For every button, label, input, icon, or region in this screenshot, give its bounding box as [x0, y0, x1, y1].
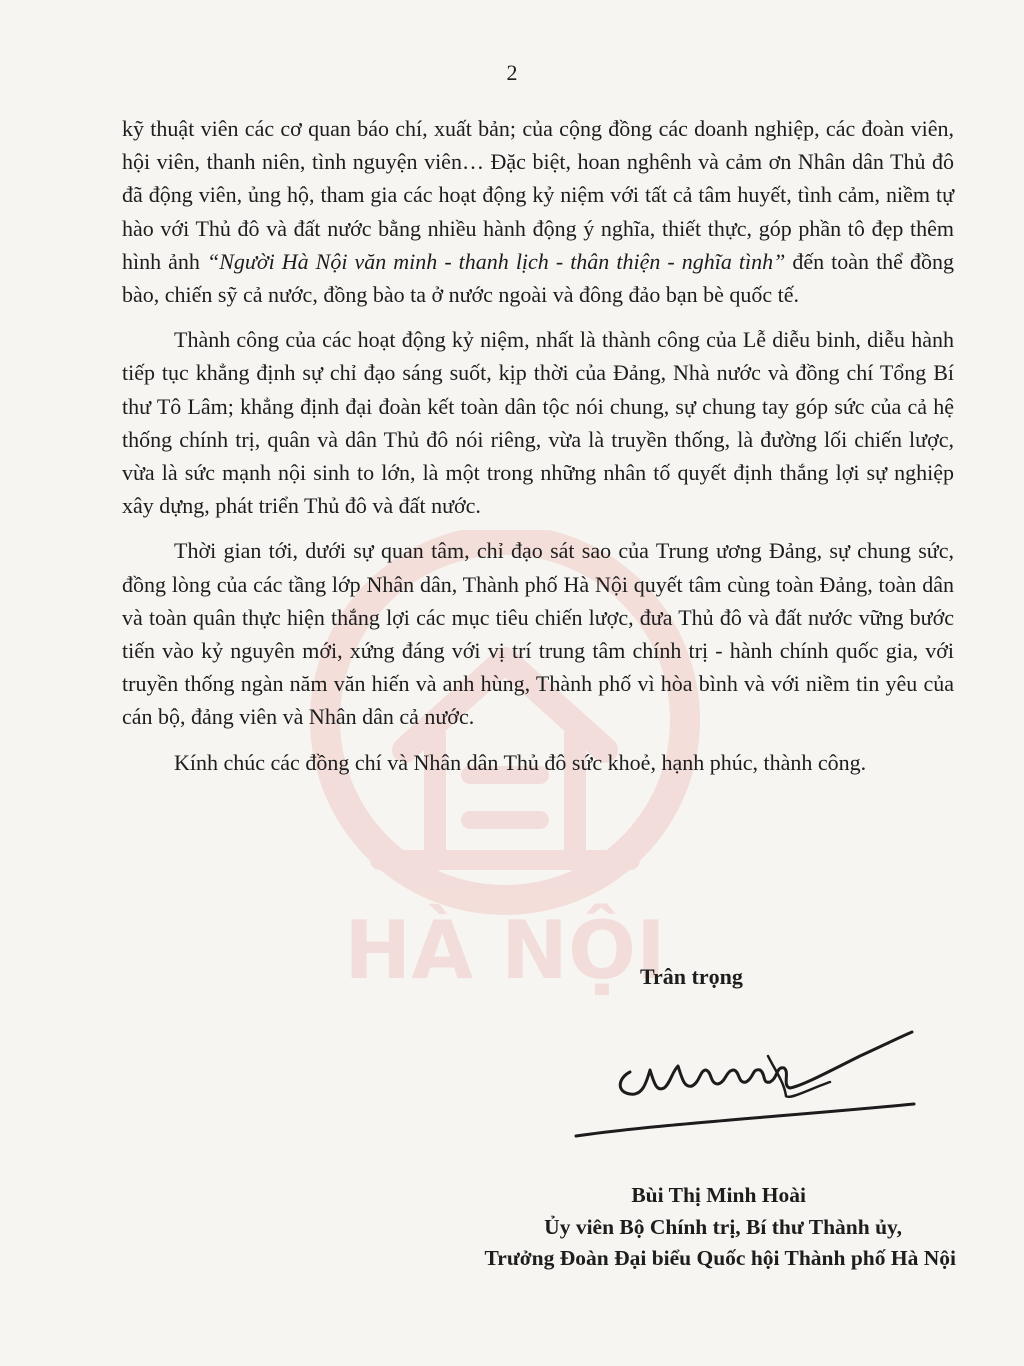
svg-text:HÀ NỘI: HÀ NỘI — [344, 904, 666, 997]
paragraph-text: kỹ thuật viên các cơ quan báo chí, xuất bản; của cộng đồng các doanh nghiệp, các đoàn viên, hội viên, thanh niên, tình nguyện viên… Đặc biệt, hoan nghênh và cảm ơn Nhân dân Thủ đô đã động viên, ủng hộ, tham gia các hoạt động kỷ niệm với tất cả tâm huyết, tình cảm, niềm tự hào với Thủ đô và đất nước bằng nhiều hành động ý nghĩa, thiết thực, góp phần tô đẹp thêm hình ảnh — [122, 116, 954, 274]
signer-block — [316, 1180, 956, 1275]
paragraph-4 — [122, 746, 954, 779]
paragraph-1 — [122, 112, 954, 311]
quoted-slogan: “Người Hà Nội văn minh - thanh lịch - thân thiện - nghĩa tình” — [206, 248, 786, 274]
paragraph-text: Thời gian tới, dưới sự quan tâm, chỉ đạo sát sao của Trung ương Đảng, sự chung sức, đồng lòng của các tầng lớp Nhân dân, Thành phố Hà Nội quyết tâm cùng toàn Đảng, toàn dân và toàn quân thực hiện thắng lợi các mục tiêu chiến lược, đưa Thủ đô và đất nước vững bước tiến vào kỷ nguyên mới, xứng đáng với vị trí trung tâm chính trị - hành chính quốc gia, với truyền thống ngàn năm văn hiến và anh hùng, Thành phố vì hòa bình và với niềm tin yêu của cán bộ, đảng viên và Nhân dân cả nước. — [122, 538, 954, 730]
signer-name: Bùi Thị Minh Hoài — [631, 1183, 806, 1207]
paragraph-3 — [122, 534, 954, 733]
paragraph-text: Thành công của các hoạt động kỷ niệm, nhất là thành công của Lễ diễu binh, diễu hành tiếp tục khẳng định sự chỉ đạo sáng suốt, kịp thời của Đảng, Nhà nước và đồng chí Tổng Bí thư Tô Lâm; khẳng định đại đoàn kết toàn dân tộc nói chung, sự chung tay góp sức của cả hệ thống chính trị, quân và dân Thủ đô nói riêng, vừa là truyền thống, là đường lối chiến lược, vừa là sức mạnh nội sinh to lớn, là một trong những nhân tố quyết định thắng lợi sự nghiệp xây dựng, phát triển Thủ đô và đất nước. — [122, 327, 954, 519]
paragraph-2 — [122, 323, 954, 522]
letter-body — [122, 112, 954, 779]
handwritten-signature-icon — [570, 1026, 920, 1141]
page-number: 2 — [506, 60, 518, 85]
signer-title: Ủy viên Bộ Chính trị, Bí thư Thành ủy, — [544, 1214, 902, 1239]
signer-role: Trưởng Đoàn Đại biểu Quốc hội Thành phố Hà Nội — [484, 1246, 956, 1270]
paragraph-text: Kính chúc các đồng chí và Nhân dân Thủ đô sức khoẻ, hạnh phúc, thành công. — [174, 749, 867, 775]
closing-greeting: Trân trọng — [640, 964, 743, 989]
paragraph-text: đến toàn thể đồng bào, chiến sỹ cả nước, đồng bào ta ở nước ngoài và đông đảo bạn bè quốc tế. — [122, 248, 954, 308]
